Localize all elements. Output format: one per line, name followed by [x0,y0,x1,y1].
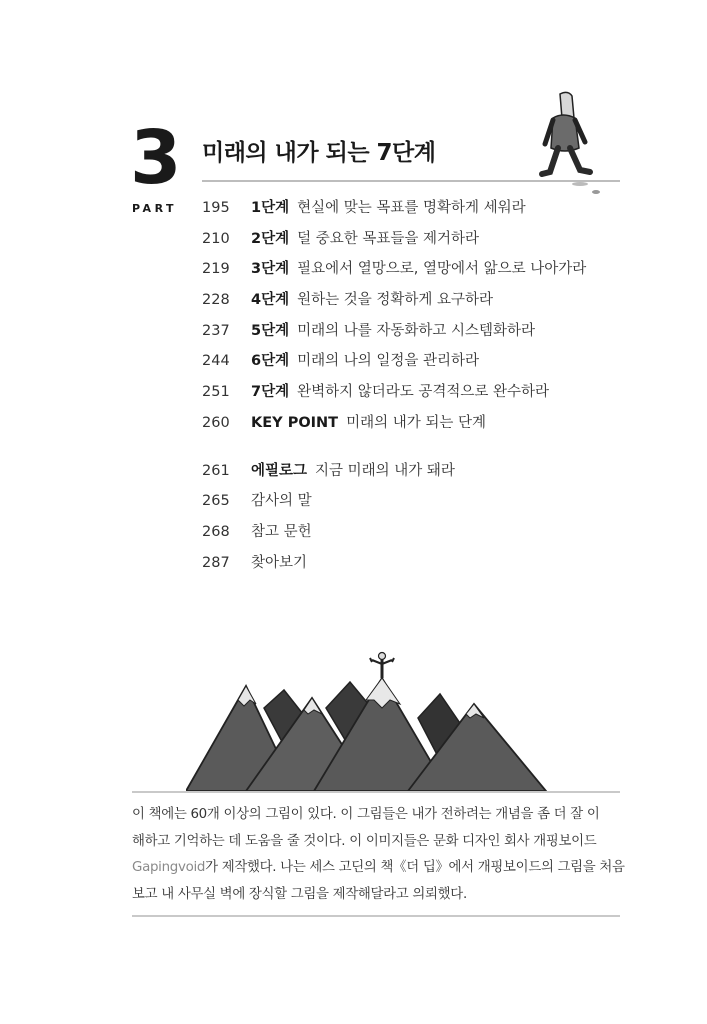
brand-name: Gapingvoid [132,860,206,876]
toc-page-number: 244 [202,353,230,370]
toc-step-label: KEY POINT [251,414,339,431]
caption-bottom-divider [132,915,620,917]
toc-step-label: 4단계 [251,292,290,309]
part-title: 미래의 내가 되는 7단계 [202,140,436,166]
toc-page-number: 260 [202,414,230,431]
caption-line: 이 책에는 60개 이상의 그림이 있다. 이 그림들은 내가 전하려는 개념을 좀 더 잘 이 [132,807,600,822]
caption-line: 해하고 기억하는 데 도움을 줄 것이다. 이 이미지들은 문화 디자인 회사 개핑보이드 [132,833,597,849]
toc-page-number: 261 [202,462,230,479]
toc-entry[interactable] [202,380,632,411]
toc-page-number: 219 [202,261,230,278]
toc-page-number: 268 [202,523,230,540]
toc-entry[interactable] [202,196,632,227]
toc-page-number: 251 [202,384,230,401]
illustration-caption [132,802,625,909]
toc-entry-title: 미래의 내가 되는 단계 [346,414,486,431]
toc-entry-title: 미래의 나를 자동화하고 시스템화하라 [297,322,536,339]
toc-entry-title: 덜 중요한 목표들을 제거하라 [297,230,480,247]
toc-entry[interactable] [202,349,632,380]
toc-entry-title: 찾아보기 [251,554,308,571]
caption-line: 보고 내 사무실 벽에 장식할 그림을 제작해달라고 의뢰했다. [132,887,467,903]
toc-entry-references[interactable] [202,520,632,551]
toc-page-number: 287 [202,554,230,571]
toc-step-label: 7단계 [251,384,290,401]
toc-step-label: 2단계 [251,230,290,247]
toc-entry-title: 현실에 맞는 목표를 명확하게 세워라 [297,200,526,216]
toc-page-number: 195 [202,200,230,216]
toc-page-number: 237 [202,322,230,339]
toc-step-label: 5단계 [251,322,290,339]
toc-entry-title: 필요에서 열망으로, 열망에서 앎으로 나아가라 [297,261,587,278]
toc-entry[interactable] [202,411,632,442]
toc-entry[interactable] [202,319,632,350]
toc-entry-title: 참고 문헌 [251,523,312,540]
toc-entry[interactable] [202,227,632,258]
toc-page-number: 210 [202,230,230,247]
caption-text: 가 제작했다. 나는 세스 고딘의 책《더 딥》에서 개핑보이드의 그림을 처음 [205,860,625,876]
toc-entry-title: 감사의 말 [251,493,312,510]
toc-entry-title: 완벽하지 않더라도 공격적으로 완수하라 [297,384,550,401]
toc-entry[interactable] [202,257,632,288]
toc-entry-title: 미래의 나의 일정을 관리하라 [297,353,480,370]
toc-page-number: 265 [202,493,230,510]
toc-entry-acknowledgments[interactable] [202,489,632,520]
toc-page-number: 228 [202,292,230,309]
toc-step-label: 에필로그 [251,462,308,479]
toc-step-label: 3단계 [251,261,290,278]
toc-entry-index[interactable] [202,551,632,582]
toc-step-label: 1단계 [251,200,290,216]
part-number: 3 [130,115,182,201]
toc-spacer [202,442,632,459]
caption-line [132,855,625,882]
part-label: PART [132,202,178,215]
toc-entry-title: 원하는 것을 정확하게 요구하라 [297,292,494,309]
toc-entry-title: 지금 미래의 내가 돼라 [315,462,455,479]
toc-entry-epilogue[interactable] [202,459,632,490]
toc-step-label: 6단계 [251,353,290,370]
toc-entry[interactable] [202,288,632,319]
caption-top-divider [132,791,620,793]
walking-man-illustration [520,86,610,201]
table-of-contents [202,196,632,581]
mountain-summit-illustration [186,648,548,792]
